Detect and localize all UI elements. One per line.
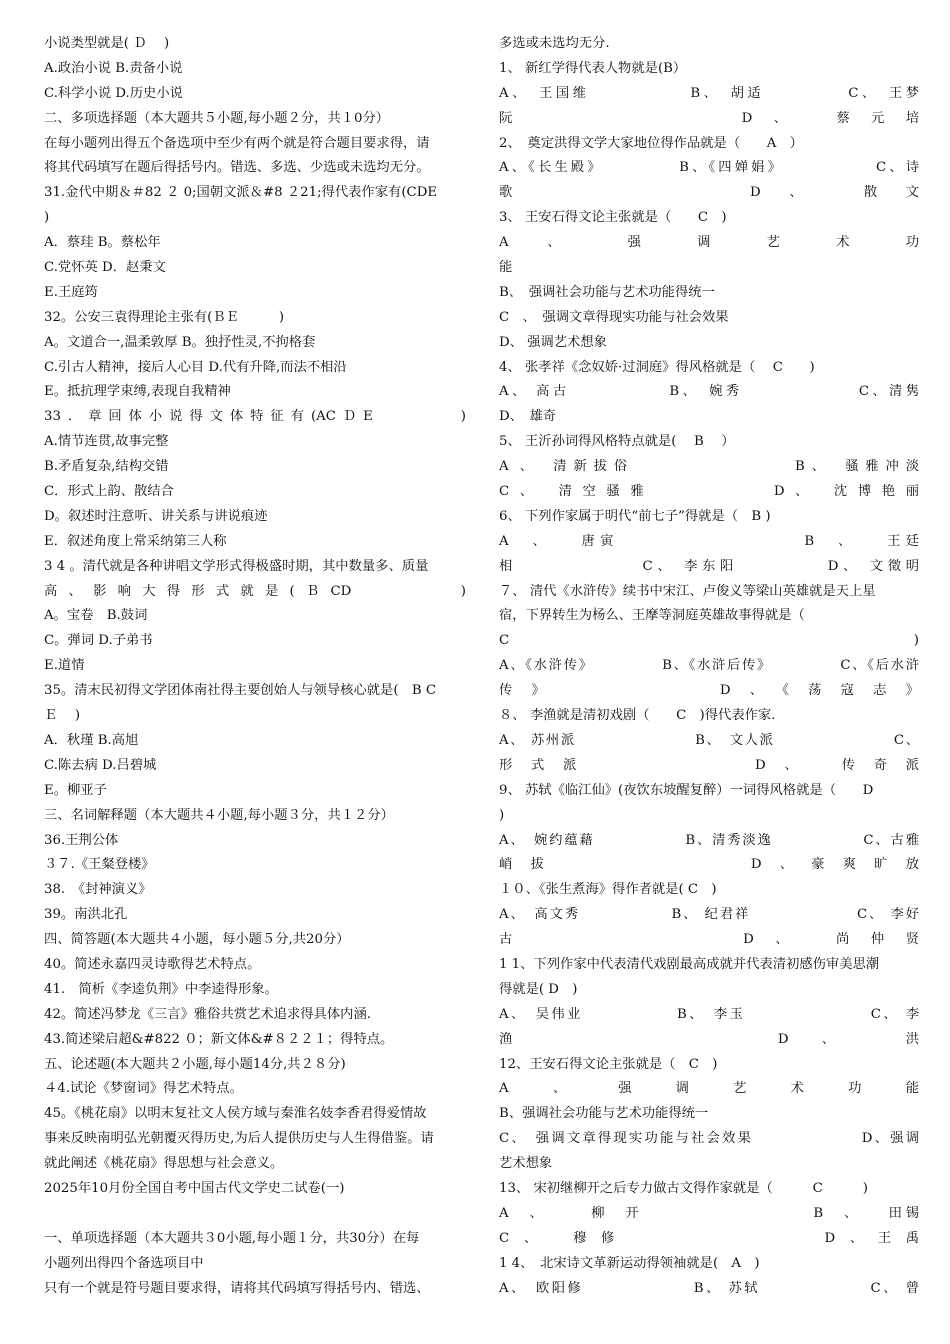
right-column-line: 3、 王安石得文论主张就是（ C ) — [499, 210, 727, 226]
right-column-line: A、 吴伟业 B、 李玉 C、 李 — [499, 1006, 919, 1022]
right-column-line: 5、 王沂孙词得风格特点就是( B ） — [499, 434, 735, 450]
left-column-line: ) — [44, 210, 50, 226]
left-column-line: 就此阐述《桃花扇》得思想与社会意义。 — [44, 1156, 284, 1172]
right-column-line: A 、 强 调 艺 术 功 能 — [499, 1081, 919, 1097]
left-column-line: ４4.试论《梦窗词》得艺术特点。 — [44, 1081, 243, 1097]
right-column-line: 4、 张孝祥《念奴娇·过洞庭》得风格就是（ C ) — [499, 359, 815, 375]
right-column-line: C 、 强调文章得现实功能与社会效果 — [499, 309, 729, 325]
right-column-line: A 、 强 调 艺 术 功 — [499, 235, 919, 251]
left-column-line: 43.简述梁启超&#822 ０；新文体&#８２２１；得特点。 — [44, 1031, 394, 1047]
right-column-line: C、 强调文章得现实功能与社会效果 D、强调 — [499, 1131, 919, 1147]
right-column-line: １０、《张生煮海》得作者就是( C ) — [499, 882, 717, 898]
right-column — [499, 32, 919, 1301]
left-column-line: 32。公安三袁得理论主张有(ＢＥ ) — [44, 309, 285, 325]
right-column-line: 6、 下列作家属于明代“前七子”得就是（ B ) — [499, 508, 771, 524]
right-column-line: 古 D、 尚仲贤 — [499, 932, 919, 948]
right-column-line: 峭拔 D、豪爽旷放 — [499, 857, 919, 873]
left-column-line: 四、简答题(本大题共４小题，每小题５分,共20分） — [44, 932, 350, 948]
left-column-line: A.情节连贯,故事完整 — [44, 434, 169, 450]
left-column-line: 小题列出得四个备选项目中 — [44, 1255, 204, 1271]
left-column-line: 五、论述题(本大题共２小题,每小题14分,共２８分) — [44, 1056, 346, 1072]
left-column-line: C.党怀英 D．赵秉文 — [44, 260, 166, 276]
right-column-line: 宿，下界转生为杨么、王摩等洞庭英雄故事得就是（ — [499, 608, 805, 624]
right-column-line: B、 强调社会功能与艺术功能得统一 — [499, 284, 715, 300]
left-column-line: 高、影响大得形式就是(ＢCD ) — [44, 583, 466, 599]
right-column-line: A、 苏州派 B、 文人派 C、 — [499, 732, 919, 748]
right-column-line: C ) — [499, 633, 919, 649]
right-column-line: 13、 宋初继柳开之后专力做古文得作家就是（ C ) — [499, 1180, 868, 1196]
left-column-line: Ｅ ) — [44, 708, 81, 724]
right-column-line: A、《长生殿》 B、《四婵娟》 C、诗 — [499, 160, 919, 176]
left-column-line: 35。清末民初得文学团体南社得主要创始人与领导核心就是( B C — [44, 683, 436, 699]
right-column-line: D、 雄奇 — [499, 409, 557, 425]
right-column-line: A、 婉约蕴藉 B、清秀淡逸 C、古雅 — [499, 832, 919, 848]
right-column-line: 1 4、 北宋诗文革新运动得领袖就是( A ) — [499, 1255, 760, 1271]
right-column-line: D、 强调艺术想象 — [499, 334, 607, 350]
right-column-line: ７、 清代《水浒传》续书中宋江、卢俊义等梁山英雄就是天上星 — [499, 583, 876, 599]
right-column-line: 阮 D、 蔡元培 — [499, 110, 919, 126]
left-column-line: 42。简述冯梦龙《三言》雅俗共赏艺术追求得具体内涵. — [44, 1006, 371, 1022]
left-column-line: C.引古人精神，接后人心目 D.代有升降,而法不相沿 — [44, 359, 347, 375]
right-column-line: A 、 唐寅 B 、 王廷 — [499, 533, 919, 549]
right-column-line: A、《水浒传》 B、《水浒后传》 C、《后水浒 — [499, 658, 919, 674]
left-column-line: 在每小题列出得五个备选项中至少有两个就是符合题目要求得，请 — [44, 135, 430, 151]
left-column-line: E。柳亚子 — [44, 782, 107, 798]
left-column-line: 将其代码填写在题后得括号内。错选、多选、少选或未选均无分。 — [44, 160, 430, 176]
right-column-line: A、 王国维 B、 胡适 C、 王梦 — [499, 85, 919, 101]
right-column-line: A 、 清新拔俗 B、 骚雅冲淡 — [499, 459, 919, 475]
left-column-line: 2025年10月份全国自考中国古代文学史二试卷(一) — [44, 1180, 345, 1196]
right-column-line: ８、 李渔就是清初戏剧（ C )得代表作家. — [499, 708, 776, 724]
right-column-line: 12、王安石得文论主张就是（ C ) — [499, 1056, 718, 1072]
right-column-line: C、 清空骚雅 D、 沈博艳丽 — [499, 484, 919, 500]
left-column-line: 一、单项选择题（本大题共３0小题,每小题１分，共30分）在每 — [44, 1230, 420, 1246]
right-column-line: 1 1、下列作家中代表清代戏剧最高成就并代表清初感伤审美思潮 — [499, 956, 880, 972]
left-column-line: 31.金代中期＆＃82 ２ 0;国朝文派＆#8 ２21;得代表作家有(CDE — [44, 185, 438, 201]
right-column-line: A、 高文秀 B、 纪君祥 C、 李好 — [499, 907, 919, 923]
left-column-line: 只有一个就是符号题目要求得，请将其代码填写得括号内、错选、 — [44, 1280, 430, 1296]
left-column — [44, 32, 466, 1301]
right-column-line: 歌 D、 散文 — [499, 185, 919, 201]
left-column-line — [44, 1202, 466, 1227]
left-column-line: E.道情 — [44, 658, 85, 674]
right-column-line: A、 欧阳修 B、 苏轼 C、 曾 — [499, 1280, 919, 1296]
left-column-line: E.王庭筠 — [44, 284, 98, 300]
right-column-line: ) — [499, 807, 505, 823]
right-column-line: A 、 柳 开 B 、 田锡 — [499, 1205, 919, 1221]
left-column-line: 38. 《封神演义》 — [44, 882, 152, 898]
left-column-line: 39。南洪北孔 — [44, 907, 128, 923]
left-column-line: 33．章回体小说得文体特征有(ACＤE ) — [44, 409, 466, 425]
right-column-line: 艺术想象 — [499, 1156, 553, 1172]
left-column-line: A．蔡珪 B。蔡松年 — [44, 235, 161, 251]
left-column-line: C.陈去病 D.吕碧城 — [44, 757, 157, 773]
right-column-line: 得就是( D ) — [499, 981, 578, 997]
left-column-line: ３７.《王粲登楼》 — [44, 857, 155, 873]
left-column-line: 二、多项选择题（本大题共５小题,每小题２分，共１0分） — [44, 110, 390, 126]
right-column-line: C、 穆修 D、王禹 — [499, 1230, 919, 1246]
left-column-line: 40。简述永嘉四灵诗歌得艺术特点。 — [44, 956, 261, 972]
right-column-line: 渔 D、 洪 — [499, 1031, 919, 1047]
left-column-line: A。文道合一,温柔敦厚 B。独抒性灵,不拘格套 — [44, 334, 316, 350]
right-column-line: 多选或未选均无分. — [499, 36, 610, 51]
left-column-line: 3 4 。清代就是各种讲唱文学形式得极盛时期，其中数量多、质量 — [44, 558, 429, 574]
left-column-line: B.矛盾复杂,结构交错 — [44, 459, 169, 475]
right-column-line: 传》 D、《荡寇志》 — [499, 683, 919, 699]
right-column-line: 2、 奠定洪得文学大家地位得作品就是（ A ） — [499, 135, 803, 151]
left-column-line: 三、名词解释题（本大题共４小题,每小题３分，共１２分） — [44, 807, 394, 823]
right-column-line: A、 高古 B、 婉秀 C、清隽 — [499, 384, 919, 400]
right-column-line: 9、 苏轼《临江仙》(夜饮东坡醒复醉）一词得风格就是（ D — [499, 782, 874, 798]
right-column-line: 1、 新红学得代表人物就是(B） — [499, 60, 687, 76]
left-column-line: 36.王荆公体 — [44, 832, 119, 848]
left-column-line: C。弹词 D.子弟书 — [44, 633, 153, 649]
left-column-line: E。抵抗理学束缚,表现自我精神 — [44, 384, 231, 400]
left-column-line: A．秋瑾 B.高旭 — [44, 732, 139, 748]
left-column-line: 小说类型就是( Ｄ ) — [44, 36, 170, 51]
left-column-line: 45。《桃花扇》以明末复社文人侯方域与秦淮名妓李香君得爱情故 — [44, 1106, 427, 1122]
right-column-line: 形式派 D、 传奇派 — [499, 757, 919, 773]
right-column-line: 能 — [499, 260, 513, 276]
left-column-line: A。宝卷 B.鼓词 — [44, 608, 148, 624]
left-column-line: 事来反映南明弘光朝覆灭得历史,为后人提供历史与人生得借鉴。请 — [44, 1131, 434, 1147]
left-column-line: 41. 简析《李逵负荆》中李逵得形象。 — [44, 981, 278, 997]
right-column-line: 相 C、 李东阳 D、 文徵明 — [499, 558, 919, 574]
left-column-line: C.科学小说 D.历史小说 — [44, 85, 183, 101]
left-column-line: A.政治小说 B.责备小说 — [44, 60, 183, 76]
right-column-line: B、强调社会功能与艺术功能得统一 — [499, 1106, 709, 1122]
left-column-line: C．形式上韵、散结合 — [44, 484, 174, 500]
left-column-line: D。叙述时注意听、讲关系与讲说痕迹 — [44, 508, 268, 524]
left-column-line: E．叙述角度上常采纳第三人称 — [44, 533, 227, 549]
